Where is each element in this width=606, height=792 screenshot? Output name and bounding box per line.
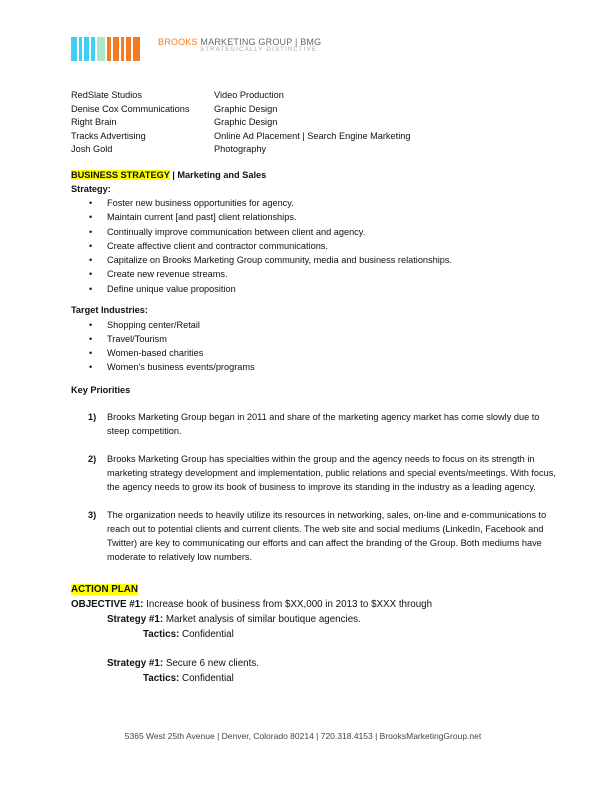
objective-label: OBJECTIVE #1:: [71, 598, 144, 610]
list-item: • Shopping center/Retail: [71, 318, 551, 332]
list-item: • Women's business events/programs: [71, 360, 551, 374]
list-item: • Define unique value proposition: [71, 282, 551, 296]
logo-bar: [133, 37, 140, 61]
list-item: • Capitalize on Brooks Marketing Group community, media and business relationships.: [71, 253, 551, 267]
logo-name: MARKETING GROUP | BMG: [200, 37, 322, 47]
strategy-list: [71, 196, 551, 296]
strategy-line: [71, 612, 432, 627]
action-plan-heading: ACTION PLAN: [71, 584, 138, 595]
tactics-label: Tactics:: [143, 672, 180, 684]
logo-bar: [126, 37, 131, 61]
tactics-line: [71, 671, 432, 686]
page-footer: 5365 West 25th Avenue | Denver, Colorado 80214 | 720.318.4153 | BrooksMarketingGroup.net: [124, 731, 482, 741]
vendor-name: Josh Gold: [71, 144, 113, 154]
list-item: • Create new revenue streams.: [71, 267, 551, 281]
strategy-text: Secure 6 new clients.: [163, 657, 259, 669]
priority-item: [71, 508, 561, 564]
tactics-line: [71, 627, 432, 642]
list-item: • Continually improve communication between client and agency.: [71, 225, 551, 239]
vendor-row: [71, 143, 410, 157]
key-priorities-heading: Key Priorities: [71, 385, 131, 395]
priority-text: Brooks Marketing Group began in 2011 and share of the marketing agency market has come slowly due to steep competition.: [107, 411, 540, 436]
list-item: • Travel/Tourism: [71, 332, 551, 346]
logo-bar: [91, 37, 95, 61]
industries-list: [71, 318, 551, 375]
section-heading: BUSINESS STRATEGY: [71, 170, 170, 180]
logo-barcode: [71, 37, 155, 61]
logo-bar: [84, 37, 89, 61]
vendor-service: Online Ad Placement | Search Engine Marketing: [214, 130, 411, 141]
strategy-line: [71, 656, 432, 671]
strategy-text: Market analysis of similar boutique agencies.: [163, 613, 361, 625]
vendor-service: Graphic Design: [214, 103, 278, 114]
vendor-name: Right Brain: [71, 117, 117, 127]
logo-brand: BROOKS: [158, 37, 198, 47]
strategy-label: Strategy:: [71, 183, 111, 194]
logo-bar: [121, 37, 124, 61]
priority-number: 2): [88, 453, 97, 464]
tactics-text: Confidential: [179, 672, 234, 684]
list-item: • Women-based charities: [71, 346, 551, 360]
business-strategy-section: [71, 169, 551, 375]
logo-bar: [97, 37, 105, 61]
action-plan-section: [71, 583, 432, 686]
priority-number: 3): [88, 509, 97, 520]
industries-label: Target Industries:: [71, 305, 148, 316]
priority-text: Brooks Marketing Group has specialties within the group and the agency needs to focus on its strength in marketing strategy development and implementation, public relations and special events/meetings. With focus, the agency needs to grow its book of business to improve its standing in the industry as a leading agency.: [107, 453, 556, 492]
strategy-label: Strategy #1:: [107, 613, 164, 625]
section-subheading: | Marketing and Sales: [169, 170, 267, 180]
key-priorities-section: [71, 384, 561, 578]
strategy-label: Strategy #1:: [107, 657, 164, 669]
vendor-row: [71, 130, 410, 144]
priority-item: [71, 410, 561, 438]
vendor-name: RedSlate Studios: [71, 90, 142, 100]
tactics-text: Confidential: [179, 628, 234, 640]
vendor-row: [71, 103, 410, 117]
objective-text: Increase book of business from $XX,000 in 2013 to $XXX through: [143, 598, 433, 610]
priority-text: The organization needs to heavily utilize its resources in networking, sales, on-line and e-communications to reach out to potential clients and current clients. The web site and social mediums (LinkedIn, Facebook and Twitter) are key to communicating our efforts and can affect the branding of the Group. Both mediums have moderate to relatively low numbers.: [107, 509, 547, 562]
vendor-service: Graphic Design: [214, 117, 278, 127]
vendor-name: Tracks Advertising: [71, 130, 146, 141]
logo-bar: [79, 37, 82, 61]
list-item: • Foster new business opportunities for agency.: [71, 196, 551, 210]
vendor-service: Video Production: [214, 90, 284, 100]
vendor-list: [71, 89, 410, 157]
tactics-label: Tactics:: [143, 628, 180, 640]
list-item: • Maintain current [and past] client relationships.: [71, 210, 551, 224]
vendor-name: Denise Cox Communications: [71, 103, 190, 114]
vendor-row: [71, 116, 410, 130]
logo-tagline: STRATEGICALLY DISTINCTIVE: [200, 47, 318, 53]
logo-bar: [113, 37, 119, 61]
logo-bar: [71, 37, 77, 61]
list-item: • Create affective client and contractor communications.: [71, 239, 551, 253]
priority-number: 1): [88, 411, 97, 422]
priority-item: [71, 452, 561, 494]
logo-wordmark: [158, 37, 321, 47]
vendor-service: Photography: [214, 144, 267, 154]
vendor-row: [71, 89, 410, 103]
logo-bar: [107, 37, 111, 61]
